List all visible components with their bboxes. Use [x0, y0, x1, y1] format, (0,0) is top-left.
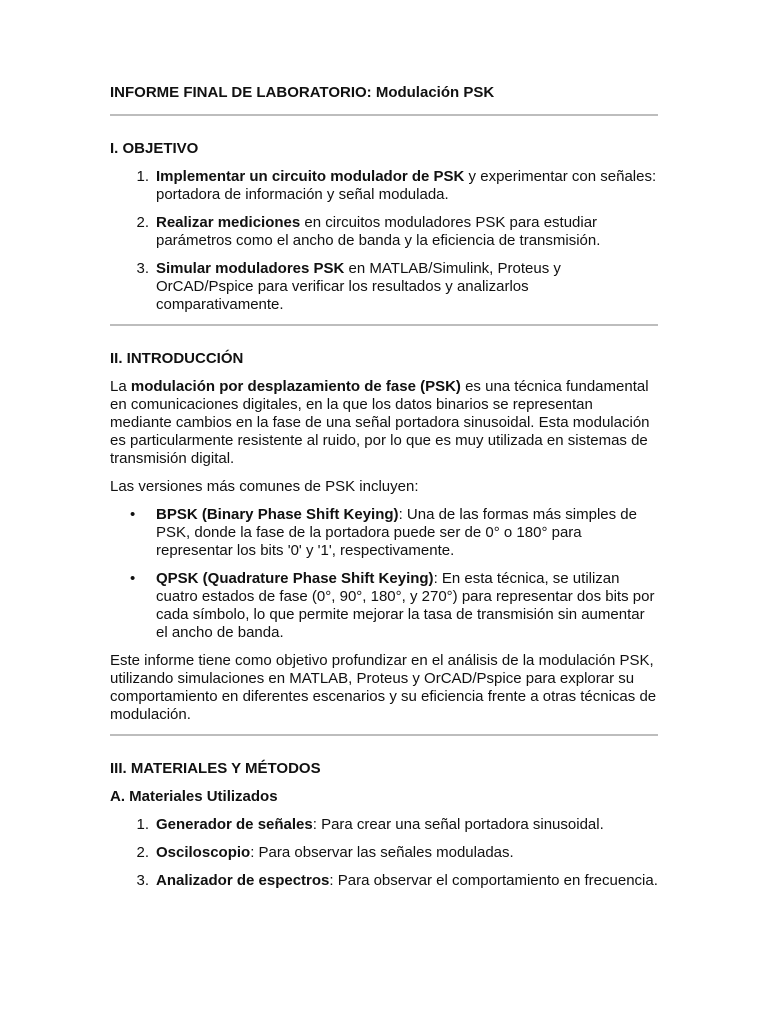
list-number: 2.	[136, 214, 149, 231]
list-number: 2.	[136, 844, 149, 861]
section-heading-materiales: III. MATERIALES Y MÉTODOS	[110, 760, 321, 777]
intro-text: La	[110, 378, 131, 395]
objetivo-item	[110, 260, 658, 314]
list-number: 1.	[136, 816, 149, 833]
intro-paragraph	[110, 378, 658, 468]
bullet-icon: •	[130, 506, 136, 523]
psk-versions-list	[110, 506, 658, 642]
material-item	[110, 844, 658, 862]
item-text: : Para crear una señal portadora sinusoidal.	[312, 816, 604, 833]
item-text: en MATLAB/Simulink, Proteus y OrCAD/Pspice para verificar los resultados y analizarlos comparativamente.	[156, 260, 561, 313]
item-text: : En esta técnica, se utilizan cuatro estados de fase (0°, 90°, 180°, y 270°) para representar dos bits por cada símbolo, lo que permite mejorar la tasa de transmisión sin aumentar el ancho de banda.	[156, 570, 655, 641]
bullet-icon: •	[130, 570, 136, 587]
item-bold-text: Realizar mediciones	[156, 214, 301, 231]
item-bold-text: Analizador de espectros	[156, 872, 330, 889]
item-text: : Para observar el comportamiento en frecuencia.	[329, 872, 658, 889]
section-heading-introduccion: II. INTRODUCCIÓN	[110, 350, 244, 367]
item-bold-text: Simular moduladores PSK	[156, 260, 345, 277]
item-bold-text: QPSK (Quadrature Phase Shift Keying)	[156, 570, 434, 587]
item-text: en circuitos moduladores PSK para estudiar parámetros como el ancho de banda y la eficiencia de transmisión.	[156, 214, 601, 249]
item-bold-text: Implementar un circuito modulador de PSK	[156, 168, 465, 185]
material-item	[110, 872, 658, 890]
objetivo-item	[110, 214, 658, 250]
item-bold-text: Osciloscopio	[156, 844, 251, 861]
item-text: : Una de las formas más simples de PSK, donde la fase de la portadora puede ser de 0° o 180° para representar los bits '0' y '1', respectivamente.	[156, 506, 637, 559]
objetivo-list	[110, 168, 658, 314]
item-text: : Para observar las señales moduladas.	[250, 844, 514, 861]
psk-version-item	[110, 506, 658, 560]
item-bold-text: Generador de señales	[156, 816, 313, 833]
intro-paragraph: Este informe tiene como objetivo profundizar en el análisis de la modulación PSK, utilizando simulaciones en MATLAB, Proteus y OrCAD/Pspice para explorar su comportamiento en diferentes escenarios y su eficiencia frente a otras técnicas de modulación.	[110, 652, 657, 723]
document-content	[110, 84, 658, 890]
list-number: 3.	[136, 260, 149, 277]
intro-text: es una técnica fundamental en comunicaciones digitales, en la que los datos binarios se representan mediante cambios en la fase de una señal portadora sinusoidal. Esta modulación es particularmente resistente al ruido, por lo que es muy utilizada en sistemas de transmisión digital.	[110, 378, 650, 467]
list-number: 1.	[136, 168, 149, 185]
section-heading-objetivo: I. OBJETIVO	[110, 140, 199, 157]
item-text: y experimentar con señales: portadora de información y señal modulada.	[156, 168, 657, 203]
intro-bold-text: modulación por desplazamiento de fase (PSK)	[130, 378, 461, 395]
document-title: INFORME FINAL DE LABORATORIO: Modulación PSK	[110, 84, 495, 101]
materiales-list	[110, 816, 658, 890]
psk-version-item	[110, 570, 658, 642]
list-number: 3.	[136, 872, 149, 889]
material-item	[110, 816, 658, 834]
item-bold-text: BPSK (Binary Phase Shift Keying)	[156, 506, 399, 523]
objetivo-item	[110, 168, 658, 204]
subsection-heading-materiales: A. Materiales Utilizados	[110, 788, 278, 805]
intro-paragraph: Las versiones más comunes de PSK incluyen:	[110, 478, 419, 495]
